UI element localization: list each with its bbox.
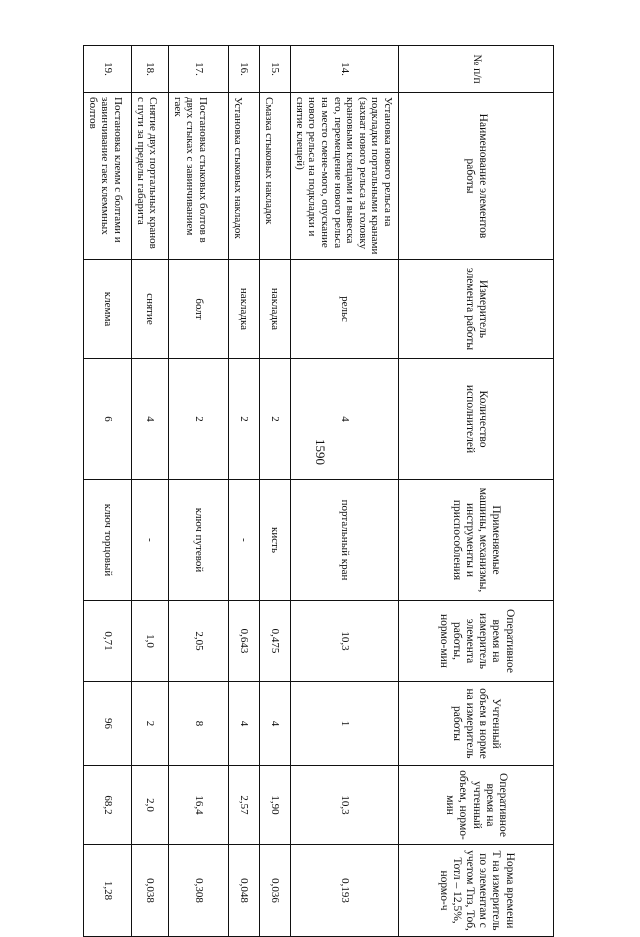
cell-num: 16. [229, 46, 260, 93]
cell-executors: 4 [291, 359, 399, 480]
cell-num: 17. [169, 46, 229, 93]
cell-op-time-element: 0,475 [260, 601, 291, 682]
cell-norm: 0,038 [132, 845, 169, 937]
table-header-row [399, 46, 554, 937]
cell-norm: 1,28 [84, 845, 132, 937]
cell-op-time-total: 16,4 [169, 766, 229, 845]
rotated-table-sheet [86, 45, 554, 931]
cell-norm: 0,048 [229, 845, 260, 937]
header-meter: Измеритель элемента работы [399, 260, 554, 359]
header-machines: Применяемые машины, механизмы, инструменты и приспособления [399, 480, 554, 601]
cell-name: Установка стыковых накладок [229, 93, 260, 260]
cell-op-time-total: 1,90 [260, 766, 291, 845]
header-executors: Количество исполнителей [399, 359, 554, 480]
header-op-time-element: Оперативное время на измеритель элемента работы, нормо-мин [399, 601, 554, 682]
cell-norm: 0,036 [260, 845, 291, 937]
cell-executors: 6 [84, 359, 132, 480]
cell-op-time-element: 1,0 [132, 601, 169, 682]
cell-meter: накладка [229, 260, 260, 359]
cell-op-time-total: 2,57 [229, 766, 260, 845]
cell-volume: 8 [169, 682, 229, 766]
cell-volume: 4 [260, 682, 291, 766]
cell-op-time-total: 68,2 [84, 766, 132, 845]
cell-machines: - [229, 480, 260, 601]
cell-op-time-total: 2,0 [132, 766, 169, 845]
cell-name: Постановка клемм с болтами и завинчивание гаек клеммных болтов [84, 93, 132, 260]
cell-norm: 0,308 [169, 845, 229, 937]
cell-norm: 0,193 [291, 845, 399, 937]
cell-meter: снятие [132, 260, 169, 359]
cell-machines: портальный кран [291, 480, 399, 601]
cell-num: 15. [260, 46, 291, 93]
header-volume: Учтенный объем в норме на измеритель работы [399, 682, 554, 766]
cell-meter: болт [169, 260, 229, 359]
cell-op-time-element: 2,05 [169, 601, 229, 682]
work-elements-table [83, 45, 554, 937]
header-name: Наименование элементов работы [399, 93, 554, 260]
table-row [84, 46, 132, 937]
cell-executors: 2 [169, 359, 229, 480]
cell-volume: 96 [84, 682, 132, 766]
cell-machines: - [132, 480, 169, 601]
cell-num: 18. [132, 46, 169, 93]
cell-volume: 4 [229, 682, 260, 766]
table-row [169, 46, 229, 937]
cell-machines: кисть [260, 480, 291, 601]
cell-name: Установка нового рельса на подкладки портальными кранами (захват нового рельса за головку крановыми клещами и вывеска его, перемещение нового рельса на место смене-мого, опускание нового рельса на подкладки и снятие клещей) [291, 93, 399, 260]
table-row [291, 46, 399, 937]
header-norm: Норма времени Т на измеритель по элементам с учетом Тпз, Тоб, Тотл – 12,5%, нормо-ч [399, 845, 554, 937]
cell-name: Снятие двух портальных кранов с пути за пределы габарита [132, 93, 169, 260]
cell-num: 19. [84, 46, 132, 93]
cell-volume: 2 [132, 682, 169, 766]
cell-op-time-element: 0,643 [229, 601, 260, 682]
cell-meter: рельс [291, 260, 399, 359]
cell-name: Смазка стыковых накладок [260, 93, 291, 260]
cell-meter: клемма [84, 260, 132, 359]
cell-executors: 4 [132, 359, 169, 480]
table-row [229, 46, 260, 937]
cell-op-time-total: 10,3 [291, 766, 399, 845]
cell-op-time-element: 10,3 [291, 601, 399, 682]
cell-machines: ключ путевой [169, 480, 229, 601]
cell-op-time-element: 0,71 [84, 601, 132, 682]
cell-name: Постановка стыковых болтов в двух стыках с завинчиванием гаек [169, 93, 229, 260]
cell-executors: 2 [260, 359, 291, 480]
table-row [260, 46, 291, 937]
cell-meter: накладка [260, 260, 291, 359]
page-number: 1590 [313, 439, 328, 465]
table-row [132, 46, 169, 937]
cell-executors: 2 [229, 359, 260, 480]
cell-num: 14. [291, 46, 399, 93]
cell-volume: 1 [291, 682, 399, 766]
cell-machines: ключ торцовый [84, 480, 132, 601]
header-num: № п/п [399, 46, 554, 93]
header-op-time-total: Оперативное время на учтенный объем, нормо-мин [399, 766, 554, 845]
